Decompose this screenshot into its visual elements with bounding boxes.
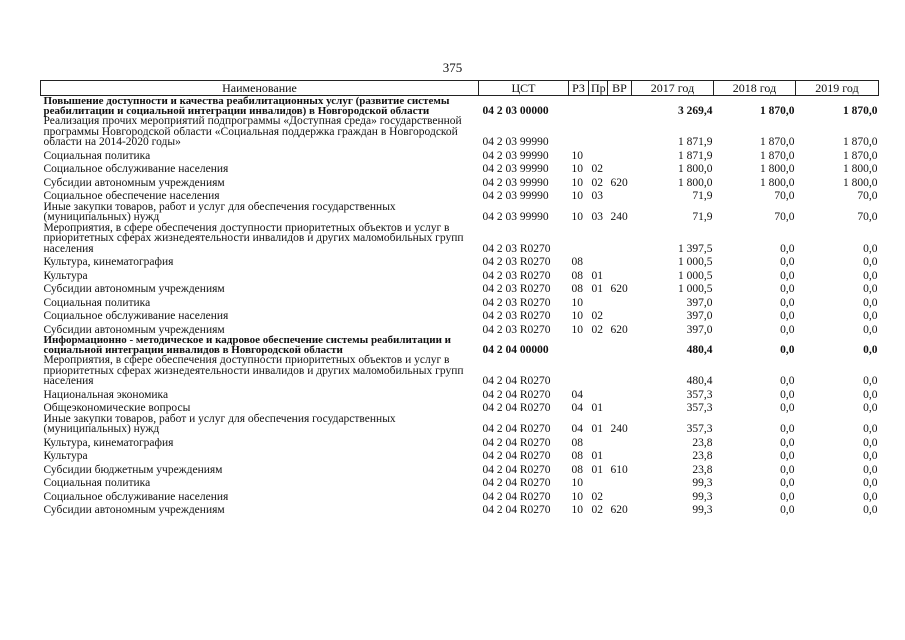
table-cell-rz: 10 xyxy=(571,176,583,189)
table-cell-2018: 1 800,0 xyxy=(760,163,795,175)
table-cell-2017: 3 269,4 xyxy=(678,104,713,117)
table-row xyxy=(41,308,879,322)
table-cell-name: Культура, кинематография xyxy=(43,256,174,268)
page-number: 375 xyxy=(442,60,463,75)
table-cell-pr xyxy=(589,435,608,449)
table-cell-name: Социальная политика xyxy=(43,149,151,162)
table-cell-2017: 1 000,5 xyxy=(678,256,713,268)
table-cell-rz: 08 xyxy=(571,283,583,295)
table-cell-cst: 04 2 04 R0270 xyxy=(482,436,551,449)
table-cell-rz xyxy=(569,355,589,387)
table-cell-rz: 08 xyxy=(571,450,583,462)
table-cell-2018: 0,0 xyxy=(780,283,795,295)
table-cell-name: Национальная экономика xyxy=(43,388,169,401)
table-cell-rz: 10 xyxy=(571,296,583,309)
table-cell-rz: 10 xyxy=(571,163,583,175)
table-cell-2018: 0,0 xyxy=(780,323,795,336)
table-cell-vr: 620 xyxy=(610,323,628,336)
table-row xyxy=(41,335,879,355)
table-cell-cst: 04 2 03 99990 xyxy=(482,211,549,223)
table-cell-2018: 0,0 xyxy=(780,436,795,449)
table-cell-pr: 01 xyxy=(591,423,603,435)
table-cell-pr: 02 xyxy=(591,323,603,336)
table-cell-rz: 08 xyxy=(571,463,583,476)
table-cell-2018: 0,0 xyxy=(780,504,795,516)
table-cell-2017: 71,9 xyxy=(692,211,713,223)
table-cell-pr xyxy=(589,295,608,309)
table-cell-cst: 04 2 04 R0270 xyxy=(482,402,551,414)
table-cell-cst: 04 2 03 99990 xyxy=(482,176,549,189)
table-cell-name: Культура, кинематография xyxy=(43,436,174,449)
table-cell-2019: 0,0 xyxy=(863,504,878,516)
table-cell-name: Субсидии автономным учреждениям xyxy=(43,504,225,516)
table-cell-name: Культура xyxy=(43,450,88,462)
table-cell-rz xyxy=(569,96,589,117)
table-cell-vr xyxy=(608,387,632,401)
table-cell-2019: 1 800,0 xyxy=(843,176,878,189)
table-cell-vr xyxy=(608,448,632,462)
table-cell-cst: 04 2 04 R0270 xyxy=(482,450,551,462)
table-cell-rz: 08 xyxy=(571,269,583,282)
table-row xyxy=(41,295,879,309)
table-cell-2018: 1 870,0 xyxy=(760,104,795,117)
table-cell-vr xyxy=(608,223,632,255)
table-cell-vr xyxy=(608,335,632,355)
table-cell-2019: 0,0 xyxy=(863,423,878,435)
table-cell-2017: 99,3 xyxy=(692,490,713,503)
table-cell-2018: 1 870,0 xyxy=(760,136,795,148)
table-cell-2018: 1 870,0 xyxy=(760,149,795,162)
table-cell-vr: 610 xyxy=(610,463,628,476)
table-cell-2019: 0,0 xyxy=(863,323,878,336)
table-cell-2017: 357,3 xyxy=(686,388,713,401)
table-cell-name: Иные закупки товаров, работ и услуг для обеспечения государственных (муниципальных) нужд xyxy=(43,200,396,223)
table-cell-name: Повышение доступности и качества реабилитационных услуг (развитие системы реабилитации и социальной интеграции инвалидов) в Новгородской области xyxy=(43,95,450,117)
table-cell-cst: 04 2 03 R0270 xyxy=(482,296,551,309)
table-cell-rz: 10 xyxy=(571,190,583,202)
table-cell-2018: 0,0 xyxy=(780,388,795,401)
table-cell-vr: 620 xyxy=(610,283,628,295)
table-cell-pr: 02 xyxy=(591,310,603,322)
table-cell-name: Социальное обеспечение населения xyxy=(43,190,220,202)
table-cell-vr xyxy=(608,355,632,387)
table-row xyxy=(41,202,879,223)
table-cell-cst: 04 2 04 00000 xyxy=(482,343,549,356)
table-cell-cst: 04 2 03 R0270 xyxy=(482,242,551,255)
table-cell-2017: 1 871,9 xyxy=(678,149,713,162)
table-cell-pr xyxy=(589,148,608,162)
header-2019: 2019 год xyxy=(796,81,879,96)
table-cell-rz: 04 xyxy=(571,402,583,414)
table-cell-2017: 1 000,5 xyxy=(678,269,713,282)
table-cell-vr xyxy=(608,295,632,309)
table-cell-cst: 04 2 04 R0270 xyxy=(482,477,551,489)
table-cell-rz: 10 xyxy=(571,149,583,162)
table-cell-rz: 10 xyxy=(571,211,583,223)
table-row xyxy=(41,96,879,117)
table-cell-2019: 0,0 xyxy=(863,343,878,356)
table-cell-2017: 480,4 xyxy=(686,343,713,356)
table-cell-pr xyxy=(589,116,608,148)
table-cell-cst: 04 2 03 R0270 xyxy=(482,283,551,295)
table-row xyxy=(41,223,879,255)
table-cell-rz: 10 xyxy=(571,323,583,336)
table-cell-2017: 71,9 xyxy=(692,190,713,202)
table-cell-name: Информационно - методическое и кадровое обеспечение системы реабилитации и социальной интеграции инвалидов в Новгородской области xyxy=(43,334,451,356)
table-cell-cst: 04 2 03 99990 xyxy=(482,190,549,202)
table-cell-2017: 1 000,5 xyxy=(678,283,713,295)
table-cell-cst: 04 2 04 R0270 xyxy=(482,388,551,401)
table-cell-2019: 0,0 xyxy=(863,242,878,255)
table-cell-2017: 1 800,0 xyxy=(678,176,713,189)
table-cell-name: Общеэкономические вопросы xyxy=(43,402,191,414)
table-cell-cst: 04 2 04 R0270 xyxy=(482,504,551,516)
table-cell-rz: 10 xyxy=(571,310,583,322)
table-cell-name: Культура xyxy=(43,269,88,282)
table-cell-2017: 397,0 xyxy=(686,310,713,322)
header-vr: ВР xyxy=(608,81,632,96)
table-cell-2019: 1 870,0 xyxy=(843,136,878,148)
table-row xyxy=(41,281,879,295)
table-cell-rz: 08 xyxy=(571,256,583,268)
table-cell-2018: 0,0 xyxy=(780,310,795,322)
table-cell-cst: 04 2 03 R0270 xyxy=(482,256,551,268)
table-cell-2019: 0,0 xyxy=(863,310,878,322)
table-cell-2018: 0,0 xyxy=(780,463,795,476)
table-cell-2018: 0,0 xyxy=(780,450,795,462)
table-cell-pr: 01 xyxy=(591,269,603,282)
table-cell-vr xyxy=(608,188,632,202)
table-cell-2019: 70,0 xyxy=(857,211,878,223)
table-row xyxy=(41,475,879,489)
table-cell-name: Социальное обслуживание населения xyxy=(43,163,229,175)
table-cell-name: Социальная политика xyxy=(43,477,151,489)
table-cell-2017: 1 871,9 xyxy=(678,136,713,148)
table-cell-2017: 357,3 xyxy=(686,423,713,435)
table-cell-2019: 0,0 xyxy=(863,436,878,449)
table-cell-vr xyxy=(608,148,632,162)
table-cell-cst: 04 2 04 R0270 xyxy=(482,375,551,387)
table-cell-2019: 0,0 xyxy=(863,463,878,476)
table-cell-cst: 04 2 04 R0270 xyxy=(482,423,551,435)
table-cell-cst: 04 2 04 R0270 xyxy=(482,490,551,503)
table-header-row xyxy=(41,81,879,96)
table-cell-cst: 04 2 03 R0270 xyxy=(482,269,551,282)
header-rz: РЗ xyxy=(569,81,589,96)
table-cell-cst: 04 2 03 99990 xyxy=(482,163,549,175)
table-cell-2017: 23,8 xyxy=(692,436,713,449)
table-cell-2017: 99,3 xyxy=(692,477,713,489)
table-cell-name: Субсидии бюджетным учреждениям xyxy=(43,463,223,476)
table-cell-vr: 620 xyxy=(610,504,628,516)
table-cell-pr xyxy=(589,335,608,355)
table-cell-2018: 1 800,0 xyxy=(760,176,795,189)
table-cell-rz: 10 xyxy=(571,490,583,503)
table-cell-2019: 0,0 xyxy=(863,450,878,462)
table-cell-vr xyxy=(608,161,632,175)
table-row xyxy=(41,254,879,268)
table-cell-2018: 70,0 xyxy=(774,190,795,202)
table-cell-2017: 23,8 xyxy=(692,463,713,476)
table-row xyxy=(41,355,879,387)
table-cell-2018: 0,0 xyxy=(780,490,795,503)
table-cell-rz: 08 xyxy=(571,436,583,449)
table-cell-pr: 02 xyxy=(591,176,603,189)
header-2018: 2018 год xyxy=(714,81,796,96)
table-cell-cst: 04 2 03 R0270 xyxy=(482,323,551,336)
table-cell-2019: 0,0 xyxy=(863,256,878,268)
table-cell-name: Иные закупки товаров, работ и услуг для обеспечения государственных (муниципальных) нужд xyxy=(43,412,396,435)
table-cell-rz xyxy=(569,223,589,255)
table-cell-2019: 1 800,0 xyxy=(843,163,878,175)
table-row xyxy=(41,161,879,175)
table-cell-2019: 0,0 xyxy=(863,296,878,309)
table-cell-cst: 04 2 04 R0270 xyxy=(482,463,551,476)
table-row xyxy=(41,462,879,476)
table-row xyxy=(41,435,879,449)
table-cell-vr xyxy=(608,400,632,414)
table-cell-2018: 0,0 xyxy=(780,375,795,387)
table-cell-cst: 04 2 03 99990 xyxy=(482,149,549,162)
table-cell-name: Социальное обслуживание населения xyxy=(43,490,229,503)
table-cell-vr: 240 xyxy=(610,211,628,223)
table-cell-2018: 0,0 xyxy=(780,242,795,255)
table-cell-rz xyxy=(569,335,589,355)
table-cell-pr: 02 xyxy=(591,504,603,516)
table-cell-vr xyxy=(608,308,632,322)
table-cell-pr xyxy=(589,96,608,117)
table-cell-2019: 0,0 xyxy=(863,283,878,295)
header-name: Наименование xyxy=(41,81,479,96)
table-cell-2018: 0,0 xyxy=(780,296,795,309)
table-cell-2017: 357,3 xyxy=(686,402,713,414)
table-cell-2017: 99,3 xyxy=(692,504,713,516)
table-body xyxy=(41,96,879,516)
table-cell-pr: 02 xyxy=(591,490,603,503)
table-cell-pr: 03 xyxy=(591,190,603,202)
table-row xyxy=(41,489,879,503)
table-cell-name: Субсидии автономным учреждениям xyxy=(43,176,225,189)
table-cell-2017: 1 397,5 xyxy=(678,242,713,255)
table-cell-pr xyxy=(589,355,608,387)
table-cell-rz: 04 xyxy=(571,388,583,401)
table-cell-pr xyxy=(589,475,608,489)
table-cell-2019: 0,0 xyxy=(863,388,878,401)
table-row xyxy=(41,414,879,435)
table-cell-pr: 02 xyxy=(591,163,603,175)
table-cell-vr xyxy=(608,489,632,503)
table-cell-vr xyxy=(608,268,632,282)
table-cell-vr xyxy=(608,435,632,449)
table-cell-rz: 10 xyxy=(571,477,583,489)
header-2017: 2017 год xyxy=(632,81,714,96)
table-row xyxy=(41,322,879,336)
table-cell-2018: 0,0 xyxy=(780,256,795,268)
table-cell-rz xyxy=(569,116,589,148)
table-cell-2019: 0,0 xyxy=(863,375,878,387)
table-cell-vr xyxy=(608,96,632,117)
table-cell-vr: 620 xyxy=(610,176,628,189)
table-cell-2018: 70,0 xyxy=(774,211,795,223)
table-row xyxy=(41,400,879,414)
table-row xyxy=(41,175,879,189)
table-cell-2019: 1 870,0 xyxy=(843,104,878,117)
table-cell-2018: 0,0 xyxy=(780,477,795,489)
table-cell-2019: 0,0 xyxy=(863,490,878,503)
header-pr: Пр xyxy=(589,81,608,96)
table-cell-name: Мероприятия, в сфере обеспечения доступности приоритетных объектов и услуг в приоритетных сферах жизнедеятельности инвалидов и других маломобильных групп населения xyxy=(43,221,464,255)
table-row xyxy=(41,502,879,516)
table-cell-2017: 397,0 xyxy=(686,323,713,336)
table-row xyxy=(41,188,879,202)
table-cell-2018: 0,0 xyxy=(780,343,795,356)
table-cell-vr xyxy=(608,116,632,148)
table-cell-2017: 397,0 xyxy=(686,296,713,309)
table-cell-vr xyxy=(608,254,632,268)
table-row xyxy=(41,148,879,162)
table-cell-2019: 0,0 xyxy=(863,477,878,489)
table-row xyxy=(41,116,879,148)
table-cell-2017: 480,4 xyxy=(686,375,713,387)
table-cell-name: Мероприятия, в сфере обеспечения доступности приоритетных объектов и услуг в приоритетных сферах жизнедеятельности инвалидов и других маломобильных групп населения xyxy=(43,354,464,387)
table-cell-2019: 1 870,0 xyxy=(843,149,878,162)
table-cell-vr xyxy=(608,475,632,489)
table-cell-name: Социальное обслуживание населения xyxy=(43,310,229,322)
table-cell-2018: 0,0 xyxy=(780,269,795,282)
table-cell-name: Субсидии автономным учреждениям xyxy=(43,283,225,295)
table-cell-pr xyxy=(589,254,608,268)
table-cell-2017: 23,8 xyxy=(692,450,713,462)
table-cell-name: Социальная политика xyxy=(43,296,151,309)
table-cell-vr: 240 xyxy=(610,423,628,435)
table-cell-pr: 01 xyxy=(591,450,603,462)
table-cell-name: Реализация прочих мероприятий подпрограммы «Доступная среда» государственной программы Новгородской области «Социальная поддержка граждан в Новгородской области на 2014-2020 годы» xyxy=(43,115,462,148)
table-cell-2019: 0,0 xyxy=(863,402,878,414)
header-cst: ЦСТ xyxy=(479,81,569,96)
table-cell-pr: 01 xyxy=(591,463,603,476)
table-cell-cst: 04 2 03 00000 xyxy=(482,104,549,117)
table-cell-pr: 03 xyxy=(591,211,603,223)
table-cell-pr: 01 xyxy=(591,283,603,295)
table-cell-2018: 0,0 xyxy=(780,402,795,414)
table-cell-2017: 1 800,0 xyxy=(678,163,713,175)
table-row xyxy=(41,268,879,282)
table-cell-rz: 10 xyxy=(571,504,583,516)
table-cell-2018: 0,0 xyxy=(780,423,795,435)
table-cell-name: Субсидии автономным учреждениям xyxy=(43,323,225,336)
table-cell-cst: 04 2 03 99990 xyxy=(482,136,549,148)
table-row xyxy=(41,387,879,401)
budget-table xyxy=(40,80,879,516)
table-cell-cst: 04 2 03 R0270 xyxy=(482,310,551,322)
table-cell-pr: 01 xyxy=(591,402,603,414)
table-cell-pr xyxy=(589,223,608,255)
table-cell-2019: 0,0 xyxy=(863,269,878,282)
table-row xyxy=(41,448,879,462)
table-cell-rz: 04 xyxy=(571,423,583,435)
table-cell-pr xyxy=(589,387,608,401)
table-cell-2019: 70,0 xyxy=(857,190,878,202)
